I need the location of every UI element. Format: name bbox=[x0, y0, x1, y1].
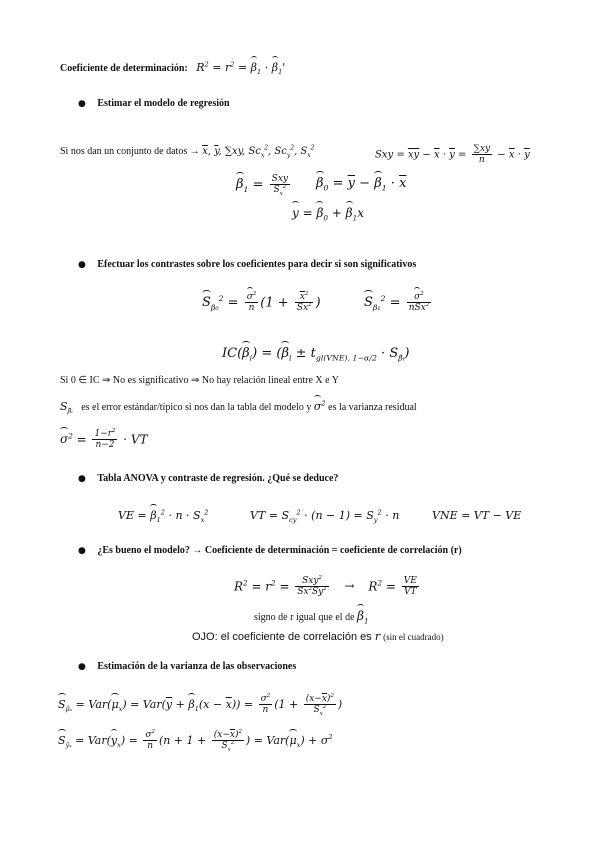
vne-formula: VNE = VT − VE bbox=[432, 509, 522, 522]
section-estimar bbox=[78, 98, 230, 109]
bullet-icon: ● bbox=[78, 546, 86, 556]
var-y-formula: $S_{ŷ_x} = Var(y_x)$ = $\frac{\sigma^2}{n}$ (n + 1 + $\frac{(x-\overline{x})^2}{S_x^2}$ ) = $Var(\mu_x) + \sigma^2$ bbox=[58, 729, 333, 754]
error-text-a: es el error estándar/típico si nos dan la tabla del modelo y bbox=[81, 402, 312, 413]
ve-formula: VE = $\beta_1^2 \cdot n \cdot S_x^2$ bbox=[118, 508, 209, 525]
ojo-line bbox=[192, 630, 444, 643]
error-text-b: es la varianza residual bbox=[328, 402, 417, 413]
section-varianza bbox=[78, 661, 296, 672]
vt-formula: VT = $S_{cy}^2 \cdot (n - 1) = S_y^2 \cdot n$ bbox=[250, 508, 400, 525]
datos-line bbox=[60, 146, 315, 157]
yhat-formula: $y = \beta_0 + \beta_1x$ bbox=[292, 206, 364, 223]
bullet-icon: ● bbox=[78, 99, 86, 109]
signo-text: signo de r igual que el de bbox=[254, 612, 355, 623]
page-heading bbox=[60, 60, 286, 77]
bullet-icon: ● bbox=[78, 474, 86, 484]
datos-intro: Si nos dan un conjunto de datos → bbox=[60, 146, 200, 157]
ic-formula: $IC(\beta_i) = (\beta_i \pm t_{gl(VNE), 1-\alpha/2} \cdot S_{\betâᵢ})$ bbox=[222, 346, 410, 363]
sxy-formula: Sxy = $\overline{xy} - \overline{x} \cdot \overline{y}$ = $\frac{\sum xy}{n}$ − $\overline{x} \cdot \overline{y}$ bbox=[375, 144, 530, 166]
beta1-formula: $\beta_1$ = $\frac{\text{Sxy}}{S_x^2}$ bbox=[236, 174, 288, 198]
section-varianza-title: Estimación de la varianza de las observaciones bbox=[97, 661, 297, 672]
datos-list: $\overline{x}$, $\overline{y}$, ∑xy, $Sc_x^2$, $Sc_y^2$, $S_x^2$ bbox=[202, 144, 315, 159]
heading-formula: $R^2 = r^2 = \beta_1 \cdot \beta_1'$ bbox=[196, 60, 286, 77]
sbeta1-formula: $S_{\beta_1}^2$ = $\frac{\sigma^2}{nSx^2}$ bbox=[364, 291, 430, 314]
bullet-icon: ● bbox=[78, 260, 86, 270]
section-anova bbox=[78, 473, 338, 484]
heading-label: Coeficiente de determinación: bbox=[60, 63, 188, 74]
ojo-small: (sin el cuadrado) bbox=[383, 632, 444, 642]
bullet-icon: ● bbox=[78, 662, 86, 672]
section-bueno bbox=[78, 545, 462, 556]
error-line: $S_{\betâᵢ}$ es el error estándar/típico si nos dan la tabla del modelo y $\sigma^2$ es la varianza residual bbox=[60, 399, 417, 416]
r2-formula: $R^2 = r^2$ = $\frac{Sxy^2}{Sx^2Sy^2}$ → $R^2$ = $\frac{VE}{VT}$ bbox=[234, 575, 417, 598]
section-estimar-title: Estimar el modelo de regresión bbox=[97, 98, 230, 109]
section-contrastes bbox=[78, 259, 416, 270]
section-contrastes-title: Efectuar los contrastes sobre los coeficientes para decir si son significativos bbox=[97, 259, 417, 270]
var-mu-formula: $S_{\mû_x} = Var(\mu_x) = Var(\overline{y} + \beta_1(x - \overline{x}))$ = $\frac{\sigma^2}{n}$ (1 + $\frac{(x-\overline{x})^2}{S_x^2}$ ) bbox=[58, 693, 343, 718]
ojo-main: OJO: el coeficiente de correlación es bbox=[192, 631, 372, 643]
sigma2-formula: $\sigma^2$ = $\frac{1-r^2}{n-2}$ · VT bbox=[60, 428, 148, 451]
section-anova-title: Tabla ANOVA y contraste de regresión. ¿Qué se deduce? bbox=[97, 473, 339, 484]
beta0-formula: $\beta_0 = \overline{y} - \beta_1 \cdot \overline{x}$ bbox=[316, 176, 407, 193]
ojo-r: r bbox=[374, 630, 381, 643]
section-bueno-title: ¿Es bueno el modelo? → Coeficiente de determinación = coeficiente de correlación (r) bbox=[97, 545, 462, 556]
sig-line: Si 0 ∈ IC ⇒ No es significativo ⇒ No hay relación lineal entre X e Y bbox=[60, 375, 339, 386]
sbeta0-formula: $S_{\beta_0}^2$ = $\frac{\sigma^2}{n}$ (1 + $\frac{\overline{x}^2}{Sx^2}$ ) bbox=[202, 291, 321, 314]
signo-line: signo de r igual que el de $\beta_1$ bbox=[254, 609, 369, 626]
